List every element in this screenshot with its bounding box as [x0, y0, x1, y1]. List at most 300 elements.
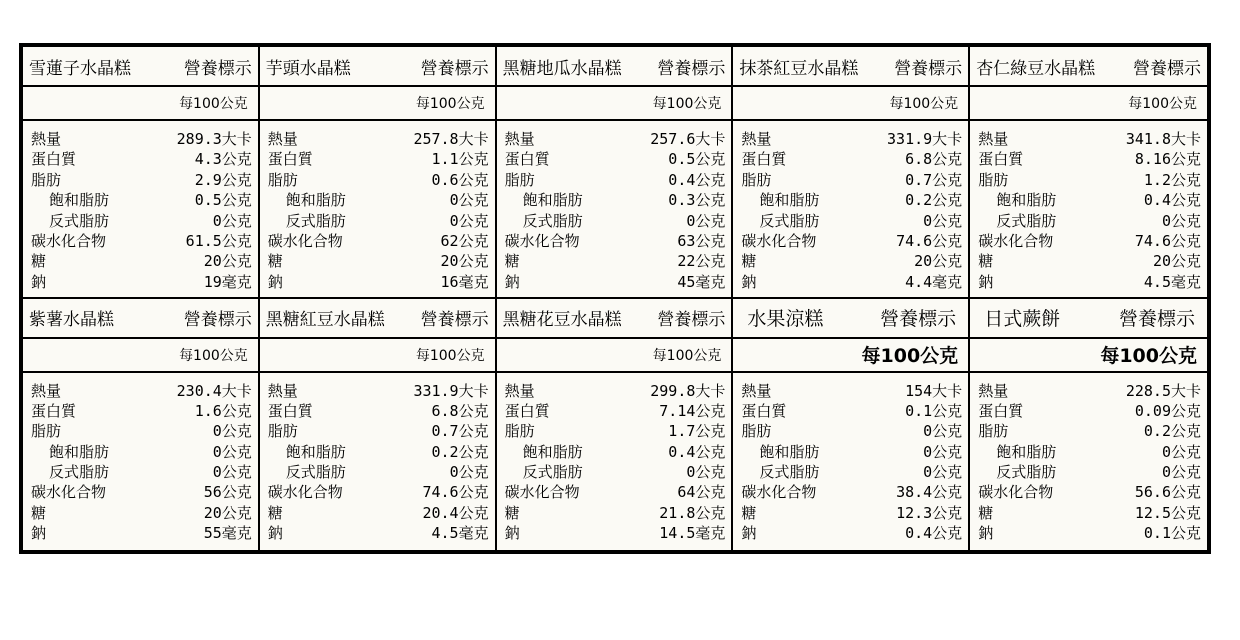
nutrient-row: [505, 251, 726, 271]
nutrient-row: [505, 129, 726, 149]
nutrient-value: 38.4公克: [896, 483, 963, 502]
product-name: 雪蓮子水晶糕: [29, 58, 131, 79]
nutrient-value: 0.09公克: [1134, 401, 1201, 420]
nutrient-row: [741, 381, 962, 401]
nutrient-value: 0.7公克: [431, 422, 489, 441]
nutrient-label: 碳水化合物: [504, 231, 580, 250]
nutrient-label: 鈉: [31, 272, 47, 291]
nutrient-row: [31, 170, 252, 190]
nutrition-panel: [260, 47, 497, 299]
nutrient-value: 0.5公克: [668, 150, 726, 169]
nutrition-facts-label: 營養標示: [880, 308, 957, 330]
nutrient-label: 飽和脂肪: [49, 191, 110, 210]
nutrient-row: [268, 503, 489, 523]
nutrient-row: [741, 190, 962, 210]
product-name: 黑糖地瓜水晶糕: [502, 58, 622, 79]
nutrient-row: [505, 421, 726, 441]
nutrient-value: 0公克: [923, 442, 963, 461]
panel-header: [260, 47, 495, 87]
nutrient-row: [741, 231, 962, 251]
nutrient-row: [505, 381, 726, 401]
nutrient-row: [268, 149, 489, 169]
nutrient-value: 74.6公克: [1134, 231, 1201, 250]
nutrient-row: [978, 170, 1201, 190]
nutrient-row: [978, 523, 1201, 543]
nutrient-label: 反式脂肪: [759, 463, 820, 482]
serving-basis: 每100公克: [733, 87, 968, 121]
nutrient-row: [741, 272, 962, 292]
nutrient-value: 0公克: [212, 211, 252, 230]
nutrient-row: [741, 421, 962, 441]
nutrient-row: [31, 462, 252, 482]
nutrient-row: [268, 482, 489, 502]
nutrient-value: 64公克: [677, 483, 726, 502]
nutrient-value: 55毫克: [203, 524, 252, 543]
nutrient-value: 7.14公克: [659, 401, 726, 420]
nutrient-row: [268, 442, 489, 462]
nutrient-value: 0.4公克: [668, 170, 726, 189]
nutrient-label: 鈉: [31, 524, 47, 543]
panel-header: [970, 299, 1207, 339]
nutrient-label: 鈉: [267, 524, 283, 543]
nutrition-facts-label: 營養標示: [420, 310, 489, 330]
nutrient-value: 22公克: [677, 252, 726, 271]
nutrient-label: 蛋白質: [504, 150, 550, 169]
nutrient-row: [31, 211, 252, 231]
nutrient-label: 飽和脂肪: [759, 442, 820, 461]
nutrient-value: 0.2公克: [905, 191, 963, 210]
nutrient-row: [978, 190, 1201, 210]
nutrient-value: 4.3公克: [194, 150, 252, 169]
nutrient-row: [741, 129, 962, 149]
nutrient-row: [31, 272, 252, 292]
nutrient-row: [505, 523, 726, 543]
nutrient-label: 糖: [504, 252, 520, 271]
nutrient-label: 熱量: [741, 130, 772, 148]
nutrient-value: 0公克: [686, 463, 726, 482]
nutrient-label: 脂肪: [31, 170, 62, 189]
nutrition-panel: [970, 299, 1207, 551]
serving-basis: 每100公克: [497, 339, 732, 373]
nutrient-row: [741, 251, 962, 271]
nutrient-row: [505, 231, 726, 251]
nutrition-facts-label: 營養標示: [183, 310, 252, 330]
product-name: 黑糖紅豆水晶糕: [265, 310, 385, 330]
nutrient-row: [505, 482, 726, 502]
nutrient-value: 16毫克: [440, 272, 489, 291]
nutrient-row: [505, 401, 726, 421]
nutrient-value: 0公克: [923, 211, 963, 230]
nutrient-list: [733, 373, 968, 551]
nutrient-row: [978, 503, 1201, 523]
panel-header: [497, 299, 732, 339]
nutrient-label: 糖: [31, 252, 47, 271]
nutrient-row: [505, 272, 726, 292]
nutrient-label: 糖: [978, 252, 994, 271]
nutrient-value: 299.8大卡: [650, 381, 726, 400]
nutrient-row: [31, 401, 252, 421]
nutrient-list: [260, 121, 495, 297]
nutrient-row: [978, 129, 1201, 149]
nutrient-value: 0公克: [1161, 442, 1201, 461]
nutrition-facts-label: 營養標示: [894, 58, 963, 79]
nutrient-value: 0公克: [212, 442, 252, 461]
nutrient-row: [505, 190, 726, 210]
serving-basis: 每100公克: [970, 87, 1207, 121]
nutrient-value: 20公克: [203, 252, 252, 271]
nutrition-panel: [733, 47, 970, 299]
nutrient-label: 碳水化合物: [978, 231, 1054, 250]
nutrient-value: 0.7公克: [905, 170, 963, 189]
nutrient-row: [268, 170, 489, 190]
nutrient-label: 糖: [267, 252, 283, 271]
panel-header: [497, 47, 732, 87]
nutrient-label: 鈉: [267, 272, 283, 291]
nutrient-label: 碳水化合物: [31, 483, 107, 502]
nutrient-row: [268, 401, 489, 421]
nutrient-row: [978, 482, 1201, 502]
nutrient-label: 脂肪: [978, 170, 1009, 189]
nutrient-row: [978, 462, 1201, 482]
nutrient-list: [970, 121, 1207, 297]
nutrient-row: [741, 462, 962, 482]
nutrient-row: [31, 129, 252, 149]
nutrient-label: 脂肪: [504, 170, 535, 189]
nutrient-label: 蛋白質: [741, 150, 787, 169]
nutrition-facts-label: 營養標示: [1118, 308, 1195, 330]
nutrient-value: 56公克: [203, 483, 252, 502]
serving-basis: 每100公克: [23, 87, 258, 121]
nutrient-label: 熱量: [504, 381, 535, 400]
nutrient-value: 6.8公克: [431, 401, 489, 420]
nutrient-label: 飽和脂肪: [285, 442, 346, 461]
nutrient-row: [31, 381, 252, 401]
nutrient-list: [497, 373, 732, 551]
panel-header: [733, 47, 968, 87]
nutrition-facts-label: 營養標示: [1133, 58, 1201, 79]
nutrient-value: 0.4公克: [668, 442, 726, 461]
nutrient-label: 反式脂肪: [996, 211, 1057, 230]
nutrient-row: [31, 190, 252, 210]
nutrient-value: 341.8大卡: [1125, 130, 1201, 148]
product-name: 杏仁綠豆水晶糕: [976, 58, 1096, 79]
nutrient-row: [741, 170, 962, 190]
nutrient-value: 74.6公克: [422, 483, 489, 502]
nutrient-row: [505, 211, 726, 231]
product-name: 日式蕨餅: [984, 308, 1061, 330]
nutrient-value: 20.4公克: [422, 503, 489, 522]
nutrient-label: 碳水化合物: [504, 483, 580, 502]
nutrient-row: [268, 231, 489, 251]
nutrient-row: [505, 170, 726, 190]
nutrition-facts-label: 營養標示: [657, 310, 726, 330]
nutrient-row: [268, 211, 489, 231]
nutrient-row: [31, 251, 252, 271]
nutrient-list: [497, 121, 732, 297]
nutrition-panel: [733, 299, 970, 551]
nutrient-label: 碳水化合物: [267, 231, 343, 250]
nutrient-value: 1.2公克: [1143, 170, 1201, 189]
nutrient-row: [31, 231, 252, 251]
panel-header: [23, 299, 258, 339]
nutrient-row: [31, 149, 252, 169]
serving-basis: 每100公克: [260, 339, 495, 373]
panel-header: [23, 47, 258, 87]
nutrient-row: [741, 149, 962, 169]
nutrient-row: [741, 211, 962, 231]
nutrient-label: 脂肪: [267, 422, 298, 441]
nutrient-list: [23, 373, 258, 551]
product-name: 芋頭水晶糕: [265, 58, 351, 79]
nutrient-label: 鈉: [504, 272, 520, 291]
nutrient-label: 飽和脂肪: [522, 442, 583, 461]
nutrient-label: 脂肪: [741, 170, 772, 189]
nutrient-value: 2.9公克: [194, 170, 252, 189]
nutrient-value: 0.4公克: [1143, 191, 1201, 210]
nutrient-row: [741, 503, 962, 523]
nutrient-value: 331.9大卡: [413, 381, 489, 400]
nutrient-value: 4.5毫克: [1143, 272, 1201, 291]
nutrient-row: [741, 401, 962, 421]
nutrient-label: 熱量: [978, 130, 1009, 148]
nutrient-label: 蛋白質: [267, 150, 313, 169]
nutrient-label: 脂肪: [741, 422, 772, 441]
nutrition-panel: [23, 299, 260, 551]
nutrient-label: 飽和脂肪: [996, 442, 1057, 461]
nutrient-label: 蛋白質: [31, 150, 77, 169]
nutrition-facts-label: 營養標示: [183, 58, 252, 79]
nutrient-value: 20公克: [203, 503, 252, 522]
nutrient-label: 碳水化合物: [741, 231, 817, 250]
nutrient-row: [268, 272, 489, 292]
nutrient-value: 8.16公克: [1134, 150, 1201, 169]
nutrient-row: [268, 129, 489, 149]
nutrient-label: 脂肪: [504, 422, 535, 441]
nutrient-value: 228.5大卡: [1125, 381, 1201, 400]
nutrient-label: 蛋白質: [978, 150, 1024, 169]
nutrient-label: 熱量: [267, 130, 298, 148]
product-name: 抹茶紅豆水晶糕: [739, 58, 859, 79]
nutrient-label: 飽和脂肪: [285, 191, 346, 210]
nutrient-row: [505, 462, 726, 482]
nutrient-label: 反式脂肪: [285, 463, 346, 482]
nutrient-row: [978, 401, 1201, 421]
nutrient-value: 0公克: [686, 211, 726, 230]
nutrient-value: 331.9大卡: [887, 130, 963, 148]
nutrient-row: [31, 503, 252, 523]
nutrient-row: [31, 523, 252, 543]
nutrient-value: 56.6公克: [1134, 483, 1201, 502]
nutrient-label: 熱量: [978, 381, 1009, 400]
nutrient-value: 0公克: [449, 463, 489, 482]
nutrient-label: 脂肪: [31, 422, 62, 441]
nutrient-value: 14.5毫克: [659, 524, 726, 543]
nutrient-label: 飽和脂肪: [49, 442, 110, 461]
nutrient-label: 糖: [978, 503, 994, 522]
panel-header: [260, 299, 495, 339]
nutrient-value: 0公克: [212, 463, 252, 482]
nutrient-row: [268, 381, 489, 401]
nutrient-value: 0.5公克: [194, 191, 252, 210]
nutrient-row: [978, 211, 1201, 231]
nutrient-row: [741, 442, 962, 462]
serving-basis: 每100公克: [23, 339, 258, 373]
nutrient-label: 糖: [31, 503, 47, 522]
nutrient-list: [260, 373, 495, 551]
nutrition-panel: [23, 47, 260, 299]
nutrient-value: 20公克: [440, 252, 489, 271]
nutrient-label: 糖: [504, 503, 520, 522]
nutrient-label: 鈉: [504, 524, 520, 543]
nutrient-row: [505, 442, 726, 462]
nutrient-value: 230.4大卡: [176, 381, 252, 400]
nutrient-label: 反式脂肪: [522, 463, 583, 482]
nutrient-row: [978, 251, 1201, 271]
panel-header: [733, 299, 968, 339]
nutrition-panel: [970, 47, 1207, 299]
nutrient-label: 反式脂肪: [285, 211, 346, 230]
nutrient-label: 鈉: [978, 272, 994, 291]
product-name: 黑糖花豆水晶糕: [502, 310, 622, 330]
nutrient-row: [978, 442, 1201, 462]
nutrient-value: 61.5公克: [185, 231, 252, 250]
nutrient-value: 63公克: [677, 231, 726, 250]
nutrient-row: [978, 421, 1201, 441]
nutrient-row: [268, 421, 489, 441]
product-name: 紫薯水晶糕: [29, 310, 114, 330]
nutrient-label: 碳水化合物: [31, 231, 107, 250]
nutrient-label: 飽和脂肪: [996, 191, 1057, 210]
nutrient-value: 20公克: [914, 252, 963, 271]
nutrient-label: 碳水化合物: [978, 483, 1054, 502]
nutrient-list: [23, 121, 258, 297]
nutrient-value: 0公克: [449, 211, 489, 230]
nutrient-label: 碳水化合物: [741, 483, 817, 502]
nutrient-value: 0.2公克: [1143, 422, 1201, 441]
nutrient-value: 257.8大卡: [413, 130, 489, 148]
nutrient-label: 蛋白質: [504, 401, 550, 420]
serving-basis: 每100公克: [970, 339, 1207, 373]
nutrition-panel: [260, 299, 497, 551]
nutrient-row: [268, 462, 489, 482]
nutrient-label: 鈉: [741, 524, 757, 543]
nutrient-label: 飽和脂肪: [522, 191, 583, 210]
nutrient-value: 1.7公克: [668, 422, 726, 441]
nutrient-label: 熱量: [267, 381, 298, 400]
nutrient-label: 反式脂肪: [49, 463, 110, 482]
nutrient-row: [268, 251, 489, 271]
nutrient-value: 289.3大卡: [176, 130, 252, 148]
nutrient-label: 鈉: [978, 524, 994, 543]
nutrient-label: 蛋白質: [267, 401, 313, 420]
nutrient-value: 0.1公克: [905, 401, 963, 420]
nutrition-label-sheet: [19, 43, 1211, 554]
nutrient-value: 12.5公克: [1134, 503, 1201, 522]
nutrient-label: 碳水化合物: [267, 483, 343, 502]
nutrient-label: 反式脂肪: [996, 463, 1057, 482]
nutrient-value: 1.6公克: [194, 401, 252, 420]
nutrition-facts-label: 營養標示: [657, 58, 726, 79]
serving-basis: 每100公克: [497, 87, 732, 121]
nutrient-value: 0.3公克: [668, 191, 726, 210]
nutrient-row: [978, 381, 1201, 401]
nutrient-label: 蛋白質: [978, 401, 1024, 420]
nutrient-label: 鈉: [741, 272, 757, 291]
nutrient-label: 蛋白質: [741, 401, 787, 420]
nutrient-value: 0公克: [212, 422, 252, 441]
nutrient-value: 1.1公克: [431, 150, 489, 169]
nutrient-label: 反式脂肪: [522, 211, 583, 230]
serving-basis: 每100公克: [733, 339, 968, 373]
nutrient-value: 0公克: [923, 422, 963, 441]
nutrient-row: [31, 442, 252, 462]
nutrient-value: 19毫克: [203, 272, 252, 291]
nutrient-label: 反式脂肪: [759, 211, 820, 230]
nutrient-value: 62公克: [440, 231, 489, 250]
nutrient-value: 0公克: [1161, 211, 1201, 230]
nutrient-label: 糖: [741, 503, 757, 522]
serving-basis: 每100公克: [260, 87, 495, 121]
nutrient-list: [970, 373, 1207, 551]
nutrient-row: [505, 503, 726, 523]
nutrient-value: 0公克: [923, 463, 963, 482]
nutrient-row: [978, 149, 1201, 169]
nutrient-label: 脂肪: [267, 170, 298, 189]
nutrient-value: 21.8公克: [659, 503, 726, 522]
nutrient-value: 0公克: [1161, 463, 1201, 482]
nutrition-panel: [497, 299, 734, 551]
nutrient-value: 0.6公克: [431, 170, 489, 189]
nutrient-row: [31, 482, 252, 502]
nutrient-row: [505, 149, 726, 169]
nutrient-value: 0.1公克: [1143, 524, 1201, 543]
nutrition-panel: [497, 47, 734, 299]
nutrient-value: 6.8公克: [905, 150, 963, 169]
nutrient-value: 4.5毫克: [431, 524, 489, 543]
nutrient-row: [978, 231, 1201, 251]
nutrient-row: [31, 421, 252, 441]
nutrient-label: 糖: [267, 503, 283, 522]
nutrient-value: 0.4公克: [905, 524, 963, 543]
nutrient-row: [268, 190, 489, 210]
nutrient-value: 74.6公克: [896, 231, 963, 250]
nutrient-row: [978, 272, 1201, 292]
nutrient-label: 反式脂肪: [49, 211, 110, 230]
nutrient-value: 12.3公克: [896, 503, 963, 522]
nutrient-row: [268, 523, 489, 543]
nutrient-label: 熱量: [31, 130, 62, 148]
nutrient-label: 熱量: [504, 130, 535, 148]
nutrient-label: 蛋白質: [31, 401, 77, 420]
nutrient-label: 熱量: [31, 381, 62, 400]
nutrition-facts-label: 營養標示: [420, 58, 489, 79]
nutrient-label: 脂肪: [978, 422, 1009, 441]
nutrient-label: 糖: [741, 252, 757, 271]
panel-header: [970, 47, 1207, 87]
product-name: 水果涼糕: [747, 308, 824, 330]
nutrient-label: 飽和脂肪: [759, 191, 820, 210]
nutrient-list: [733, 121, 968, 297]
nutrient-row: [741, 482, 962, 502]
nutrient-row: [741, 523, 962, 543]
nutrient-value: 0公克: [449, 191, 489, 210]
nutrient-value: 20公克: [1152, 252, 1201, 271]
nutrient-label: 熱量: [741, 381, 772, 400]
nutrient-value: 257.6大卡: [650, 130, 726, 148]
nutrient-value: 4.4毫克: [905, 272, 963, 291]
nutrient-value: 0.2公克: [431, 442, 489, 461]
nutrient-value: 45毫克: [677, 272, 726, 291]
